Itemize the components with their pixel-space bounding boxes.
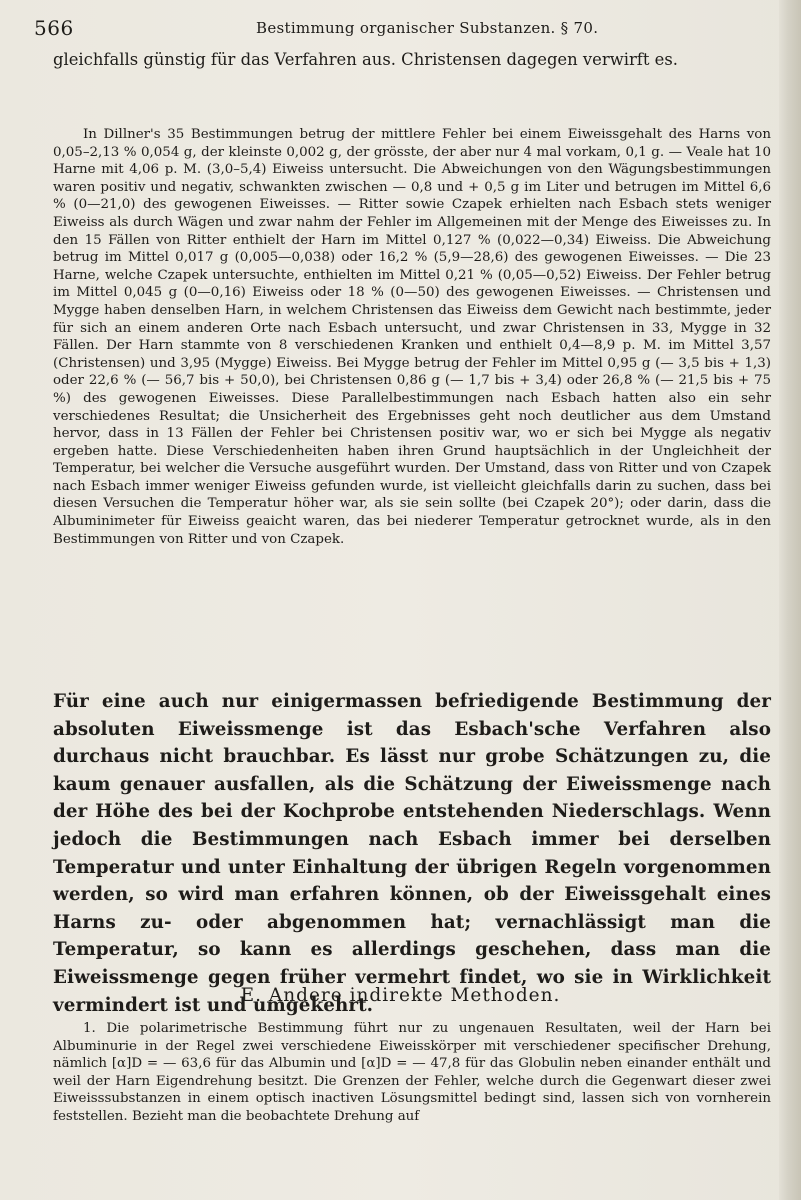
intro-paragraph: gleichfalls günstig für das Verfahren aus. Christensen dagegen verwirft es.	[53, 50, 678, 69]
page-number: 566	[34, 16, 74, 40]
page-header	[34, 16, 764, 46]
conclusion-paragraph: Für eine auch nur einigermassen befriedigende Bestimmung der absoluten Eiweissmenge ist das Esbach'sche Verfahren also durchaus nicht brauchbar. Es lässt nur grobe Schätzungen zu, die kaum genauer ausfallen, als die Schätzung der Eiweissmenge nach der Höhe des bei der Kochprobe entstehenden Niederschlags. Wenn jedoch die Bestimmungen nach Esbach immer bei derselben Temperatur und unter Einhaltung der übrigen Regeln vorgenommen werden, so wird man erfahren können, ob der Eiweissgehalt eines Harns zu- oder abgenommen hat; vernachlässigt man die Temperatur, so kann es allerdings geschehen, dass man die Eiweissmenge gegen früher vermehrt findet, wo sie in Wirklichkeit vermindert ist und umgekehrt.	[53, 691, 771, 1016]
numbered-paragraph: 1. Die polarimetrische Bestimmung führt nur zu ungenauen Resultaten, weil der Harn bei Albuminurie in der Regel zwei verschiedene Eiweisskörper mit verschiedener specifischer Drehung, nämlich [α]D = — 63,6 für das Albumin und [α]D = — 47,8 für das Globulin neben einander enthält und weil der Harn Eigendrehung besitzt. Die Grenzen der Fehler, welche durch die Gegenwart dieser zwei Eiweisssubstanzen in einem optisch inactiven Lösungsmittel bedingt sind, lassen sich von vornherein feststellen. Bezieht man die beobachtete Drehung auf	[53, 1021, 771, 1124]
page-edge	[779, 0, 801, 1200]
running-head: Bestimmung organischer Substanzen. § 70.	[256, 19, 599, 37]
small-print-paragraph: In Dillner's 35 Bestimmungen betrug der mittlere Fehler bei einem Eiweissgehalt des Harns von 0,05–2,13 % 0,054 g, der kleinste 0,002 g, der grösste, der aber nur 4 mal vorkam, 0,1 g. — Veale hat 10 Harne mit 4,06 p. M. (3,0–5,4) Eiweiss untersucht. Die Abweichungen von den Wägungsbestimmungen waren positiv und negativ, schwankten zwischen — 0,8 und + 0,5 g im Liter und betrugen im Mittel 6,6 % (0—21,0) des gewogenen Eiweisses. — Ritter sowie Czapek erhielten nach Esbach stets weniger Eiweiss als durch Wägen und zwar nahm der Fehler im Allgemeinen mit der Menge des Eiweisses zu. In den 15 Fällen von Ritter enthielt der Harn im Mittel 0,127 % (0,022—0,34) Eiweiss. Die Abweichung betrug im Mittel 0,017 g (0,005—0,038) oder 16,2 % (5,9—28,6) des gewogenen Eiweisses. — Die 23 Harne, welche Czapek untersuchte, enthielten im Mittel 0,21 % (0,05—0,52) Eiweiss. Der Fehler betrug im Mittel 0,045 g (0—0,16) Eiweiss oder 18 % (0—50) des gewogenen Eiweisses. — Christensen und Mygge haben denselben Harn, in welchem Christensen das Eiweiss dem Gewicht nach bestimmte, jeder für sich an einem anderen Orte nach Esbach untersucht, und zwar Christensen in 33, Mygge in 32 Fällen. Der Harn stammte von 8 verschiedenen Kranken und enthielt 0,4—8,9 p. M. im Mittel 3,57 (Christensen) und 3,95 (Mygge) Eiweiss. Bei Mygge betrug der Fehler im Mittel 0,95 g (— 3,5 bis + 1,3) oder 22,6 % (— 56,7 bis + 50,0), bei Christensen 0,86 g (— 1,7 bis + 3,4) oder 26,8 % (— 21,5 bis + 75 %) des gewogenen Eiweisses. Diese Parallelbestimmungen nach Esbach hatten also ein sehr verschiedenes Resultat; die Unsicherheit des Ergebnisses geht noch deutlicher aus dem Umstand hervor, dass in 13 Fällen der Fehler bei Christensen positiv war, wo er sich bei Mygge als negativ ergeben hatte. Diese Verschiedenheiten haben ihren Grund hauptsächlich in der Ungleichheit der Temperatur, bei welcher die Versuche ausgeführt wurden. Der Umstand, dass von Ritter und von Czapek nach Esbach immer weniger Eiweiss gefunden wurde, ist vielleicht gleichfalls darin zu suchen, dass bei diesen Versuchen die Temperatur höher war, als sie sein sollte (bei Czapek 20°); oder darin, dass die Albuminimeter für Eiweiss geaicht waren, das bei niederer Temperatur getrocknet wurde, als in den Bestimmungen von Ritter und von Czapek.	[53, 127, 771, 547]
section-heading: E. Andere indirekte Methoden.	[240, 985, 561, 1006]
